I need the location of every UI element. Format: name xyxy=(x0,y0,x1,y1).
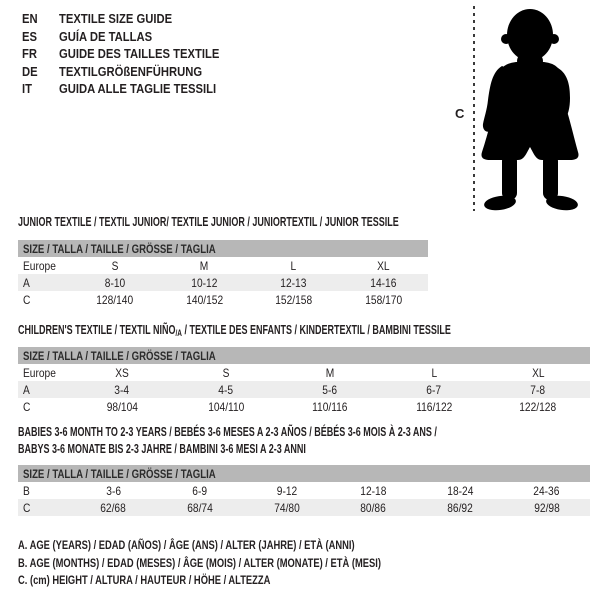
row-label: Europe xyxy=(23,258,56,273)
table-cell: 68/74 xyxy=(187,500,213,515)
children-title-pre: CHILDREN'S TEXTILE / TEXTIL NIÑO xyxy=(18,323,176,337)
table-cell: 14-16 xyxy=(370,275,397,290)
row-label: C xyxy=(23,292,31,307)
language-code: DE xyxy=(22,64,38,79)
table-cell: L xyxy=(431,365,437,380)
language-list xyxy=(22,11,237,99)
language-label: GUIDA ALLE TAGLIE TESSILI xyxy=(59,82,217,97)
table-row xyxy=(18,257,428,274)
row-label: B xyxy=(23,483,30,498)
babies-title-line1: BABIES 3-6 MONTH TO 2-3 YEARS / BEBÉS 3-6 MESES A 2-3 AÑOS / BÉBÉS 3-6 MOIS À 2-3 ANS / xyxy=(18,425,437,439)
language-row xyxy=(22,64,237,82)
table-cell: 18-24 xyxy=(446,483,474,498)
language-label: TEXTILGRÖßENFÜHRUNG xyxy=(59,64,203,79)
table-cell: 140/152 xyxy=(185,292,223,307)
table-row xyxy=(18,482,590,499)
table-cell: 80/86 xyxy=(360,500,387,515)
table-cell: 6-9 xyxy=(192,483,208,498)
language-label: TEXTILE SIZE GUIDE xyxy=(59,12,173,26)
babies-title xyxy=(18,424,600,458)
baby-silhouette-icon xyxy=(478,6,588,211)
table-cell: 86/92 xyxy=(447,500,473,515)
language-code: IT xyxy=(22,82,32,97)
table-cell: 62/68 xyxy=(100,500,127,515)
language-code: ES xyxy=(22,29,38,44)
language-row xyxy=(22,46,237,64)
table-cell: 104/110 xyxy=(207,399,245,414)
table-cell: 158/170 xyxy=(364,292,402,307)
footnote-b: B. AGE (MONTHS) / EDAD (MESES) / ÂGE (MOIS) / ALTER (MONATE) / ETÀ (MESI) xyxy=(18,555,381,570)
table-cell: XL xyxy=(531,365,545,380)
table-cell: 9-12 xyxy=(276,483,297,498)
table-cell: S xyxy=(222,365,230,380)
language-row xyxy=(22,11,237,29)
table-cell: 10-12 xyxy=(191,275,218,290)
table-cell: 98/104 xyxy=(106,399,138,414)
row-label: C xyxy=(23,399,31,414)
children-table xyxy=(18,347,590,415)
table-cell: 5-6 xyxy=(322,382,338,397)
size-header-band: SIZE / TALLA / TAILLE / GRÖSSE / TAGLIA xyxy=(18,347,590,364)
table-cell: 74/80 xyxy=(273,500,300,515)
size-header-band: SIZE / TALLA / TAILLE / GRÖSSE / TAGLIA xyxy=(18,465,590,482)
table-cell: 12-13 xyxy=(280,275,307,290)
table-cell: 116/122 xyxy=(415,399,453,414)
size-header-band: SIZE / TALLA / TAILLE / GRÖSSE / TAGLIA xyxy=(18,240,428,257)
row-label: Europe xyxy=(23,365,56,380)
footnote-c: C. (cm) HEIGHT / ALTURA / HAUTEUR / HÖHE / ALTEZZA xyxy=(18,573,271,587)
footnote-a: A. AGE (YEARS) / EDAD (AÑOS) / ÂGE (ANS) / ALTER (JAHRE) / ETÀ (ANNI) xyxy=(18,538,355,552)
row-label: A xyxy=(23,275,30,290)
junior-title: JUNIOR TEXTILE / TEXTIL JUNIOR/ TEXTILE JUNIOR / JUNIORTEXTIL / JUNIOR TESSILE xyxy=(18,215,399,229)
table-cell: 24-36 xyxy=(533,483,560,498)
language-code: FR xyxy=(22,47,38,62)
table-cell: L xyxy=(290,258,297,273)
language-row xyxy=(22,81,237,99)
row-label: C xyxy=(23,500,31,515)
children-title xyxy=(18,322,600,342)
height-dashed-line xyxy=(473,6,475,211)
table-cell: 7-8 xyxy=(530,382,546,397)
table-row xyxy=(18,364,590,381)
language-row xyxy=(22,29,237,47)
table-cell: 3-4 xyxy=(114,382,130,397)
table-row xyxy=(18,381,590,398)
babies-table xyxy=(18,465,590,516)
language-code: EN xyxy=(22,12,38,26)
children-title-sub: /A xyxy=(175,328,182,338)
table-cell: S xyxy=(111,258,119,273)
table-cell: 122/128 xyxy=(519,399,557,414)
table-cell: 12-18 xyxy=(360,483,387,498)
footnotes xyxy=(18,537,483,590)
table-row xyxy=(18,499,590,516)
children-title-post: / TEXTILE DES ENFANTS / KINDERTEXTIL / BAMBINI TESSILE xyxy=(181,323,451,337)
table-cell: XS xyxy=(115,365,129,380)
language-label: GUIDE DES TAILLES TEXTILE xyxy=(59,47,220,62)
table-cell: M xyxy=(200,258,209,273)
row-label: A xyxy=(23,382,30,397)
table-cell: XL xyxy=(377,258,390,273)
table-cell: 8-10 xyxy=(104,275,125,290)
height-measure-label: C xyxy=(455,106,465,121)
language-label: GUÍA DE TALLAS xyxy=(59,29,153,44)
table-cell: 4-5 xyxy=(218,382,234,397)
table-cell: M xyxy=(325,365,335,380)
table-row xyxy=(18,398,590,415)
babies-title-line2: BABYS 3-6 MONATE BIS 2-3 JAHRE / BAMBINI 3-6 MESI A 2-3 ANNI xyxy=(18,442,306,456)
junior-table xyxy=(18,240,428,308)
table-cell: 3-6 xyxy=(105,483,121,498)
table-cell: 152/158 xyxy=(275,292,313,307)
table-cell: 92/98 xyxy=(533,500,560,515)
table-cell: 110/116 xyxy=(312,399,348,414)
table-row xyxy=(18,291,428,308)
table-cell: 6-7 xyxy=(426,382,442,397)
table-row xyxy=(18,274,428,291)
table-cell: 128/140 xyxy=(96,292,134,307)
